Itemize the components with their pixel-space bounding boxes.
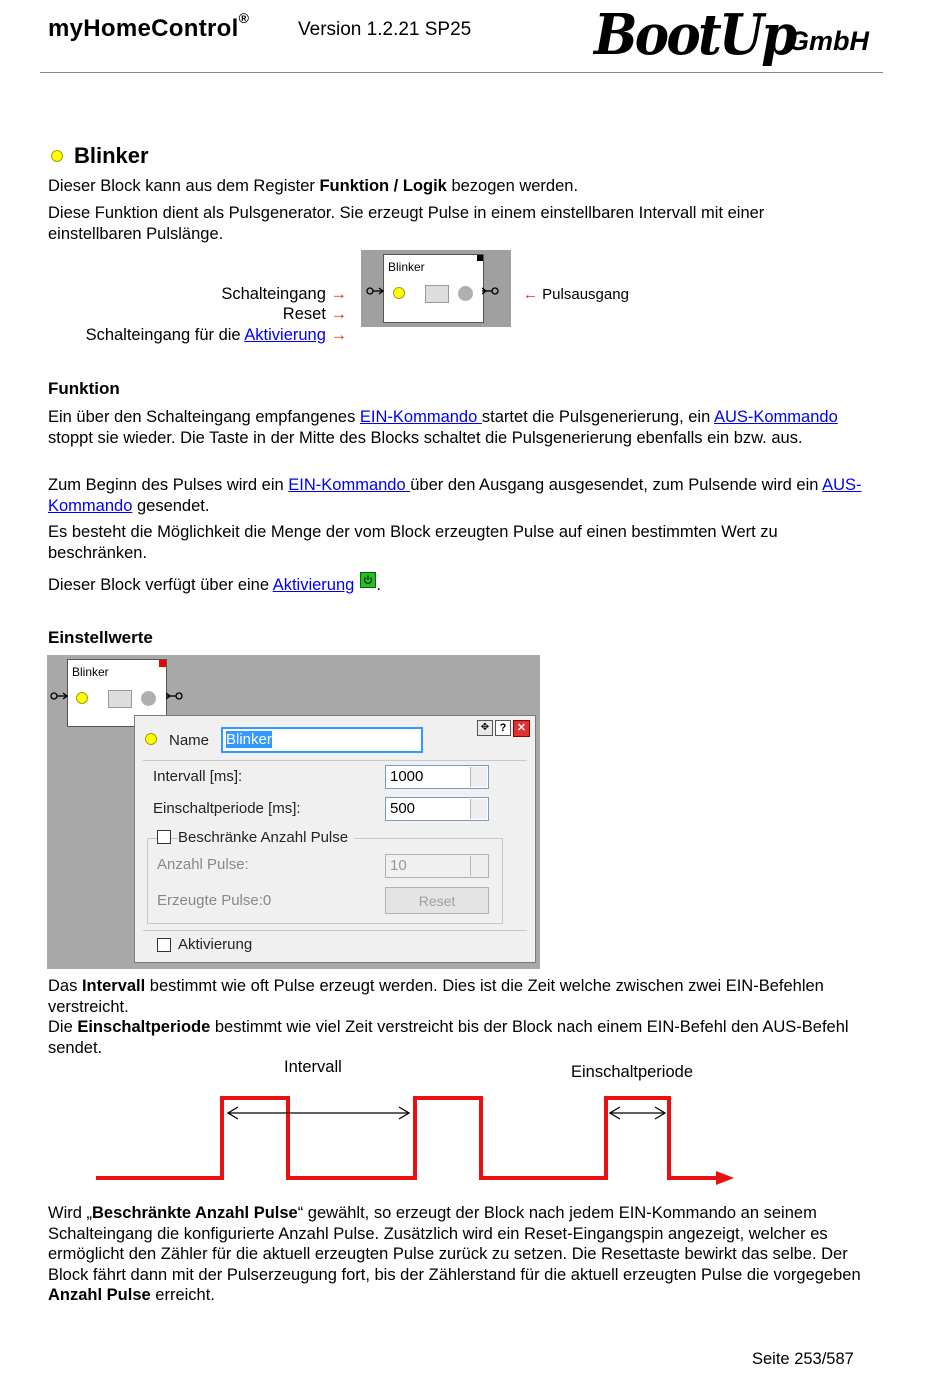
input-label-reset: Reset → — [282, 305, 347, 323]
einschaltperiode-label: Einschaltperiode [ms]: — [153, 800, 301, 817]
funktion-paragraph-3: Es besteht die Möglichkeit die Menge der vom Block erzeugten Pulse auf einen bestimmten Wert zu beschränken. — [48, 523, 778, 562]
anzahl-pulse-label: Anzahl Pulse: — [157, 856, 249, 873]
settings-dialog — [134, 715, 536, 963]
einschaltperiode-dimension — [610, 1107, 665, 1119]
settings-output-led-icon — [141, 691, 156, 706]
explain-intervall: Das Intervall bestimmt wie oft Pulse erzeugt werden. Dies ist die Zeit welche zwischen zwei EIN-Befehlen verstreicht. — [48, 977, 824, 1016]
page-title-text: Blinker — [74, 143, 149, 168]
funktion-paragraph-1: Ein über den Schalteingang empfangenes EIN-Kommando startet die Pulsgenerierung, ein AUS-Kommando stoppt sie wieder. Die Taste in der Mitte des Blocks schaltet die Pulsgenerierung ebenfalls ein bzw. aus. — [48, 408, 838, 447]
header-divider — [40, 72, 883, 73]
toggle-button[interactable] — [425, 285, 449, 303]
pulse-label-intervall: Intervall — [284, 1058, 342, 1076]
company-logo — [594, 4, 884, 66]
funktion-paragraph-4: Dieser Block verfügt über eine Aktivierung . — [48, 572, 381, 596]
explain-einschaltperiode: Die Einschaltperiode bestimmt wie viel Zeit verstreicht bis der Block nach einem EIN-Befehl den AUS-Befehl sendet. — [48, 1018, 849, 1057]
registered-mark: ® — [238, 10, 250, 26]
settings-input-pin-icon — [50, 691, 68, 701]
blinker-bulb-icon — [48, 147, 66, 165]
input-label-aktivierung: Schalteingang für die Aktivierung → — [85, 326, 347, 344]
aktivierung-checkbox[interactable] — [157, 938, 171, 952]
block-bulb-icon — [390, 284, 408, 302]
logo-suffix: GmbH — [788, 26, 869, 56]
intro-paragraph-2: Diese Funktion dient als Pulsgenerator. Sie erzeugt Pulse in einem einstellbaren Intervall mit einer einstellbaren Pulslänge. — [48, 204, 765, 243]
beschraenke-checkbox[interactable] — [157, 830, 171, 844]
page-title — [48, 143, 149, 169]
aktivierung-link[interactable]: Aktivierung — [244, 326, 326, 344]
einschaltperiode-spinner[interactable]: 500 — [385, 797, 489, 821]
close-button[interactable]: ✕ — [513, 720, 530, 737]
intervall-label: Intervall [ms]: — [153, 768, 243, 785]
pulse-timing-diagram — [0, 1085, 950, 1195]
input-pin-icon — [366, 286, 384, 296]
beschraenkte-pulse-paragraph: Wird „Beschränkte Anzahl Pulse“ gewählt, so erzeugt der Block nach jedem EIN-Kommando an seinem Schalteingang die konfigurierte Anzahl Pulse. Zusätzlich wird ein Reset-Eingangspin angezeigt, welcher es ermöglicht den Zähler für die aktuell erzeugten Pulse zurück zu setzen. Die Resettaste bewirkt das selbe. Der Block fährt dann mit der Pulserzeugung fort, bis der Zählerstand für die aktuell erzeugten Pulse die vorgegeben Anzahl Pulse erreicht. — [48, 1204, 861, 1304]
version-label: Version 1.2.21 SP25 — [298, 19, 472, 40]
settings-output-pin-icon — [166, 691, 184, 701]
aktivierung-link-2[interactable]: Aktivierung — [272, 576, 355, 594]
block-title: Blinker — [388, 260, 425, 274]
time-arrow-head — [716, 1171, 734, 1185]
output-pin-icon — [482, 286, 500, 296]
name-label: Name — [169, 732, 210, 749]
pulse-waveform — [96, 1098, 718, 1178]
pulse-label-einschaltperiode: Einschaltperiode — [571, 1063, 693, 1081]
dialog-bulb-icon — [142, 730, 160, 748]
output-label-pulsausgang: ← Pulsausgang — [523, 286, 629, 303]
page-number: Seite 253/587 — [752, 1350, 854, 1368]
name-input[interactable]: Blinker — [221, 727, 423, 753]
beschraenke-label: Beschränke Anzahl Pulse — [178, 829, 354, 846]
logo-wordmark: BootUp — [594, 2, 795, 68]
reset-button[interactable]: Reset — [385, 887, 489, 914]
intro-paragraph-1: Dieser Block kann aus dem Register Funktion / Logik bezogen werden. — [48, 177, 579, 195]
settings-block-bulb-icon — [73, 689, 91, 707]
settings-screenshot — [47, 655, 540, 969]
aus-kommando-link[interactable]: AUS-Kommando — [713, 408, 838, 426]
erzeugte-pulse-label: Erzeugte Pulse:0 — [157, 892, 272, 909]
settings-toggle-button[interactable] — [108, 690, 132, 708]
block-body — [383, 254, 484, 323]
app-name: myHomeControl® — [48, 10, 250, 42]
aus-kommando-link-2[interactable]: AUS-Kommando — [48, 476, 862, 515]
section-heading-funktion: Funktion — [48, 379, 120, 398]
aktivierung-label: Aktivierung — [178, 936, 253, 953]
funktion-paragraph-2: Zum Beginn des Pulses wird ein EIN-Kommando über den Ausgang ausgesendet, zum Pulsende wird ein AUS-Kommando gesendet. — [48, 476, 862, 515]
move-icon[interactable]: ✥ — [477, 720, 493, 736]
anzahl-pulse-spinner[interactable]: 10 — [385, 854, 489, 878]
section-heading-einstellwerte: Einstellwerte — [48, 628, 153, 647]
help-button[interactable]: ? — [495, 720, 511, 736]
ein-kommando-link-2[interactable]: EIN-Kommando — [288, 476, 411, 494]
input-label-schalteingang: Schalteingang → — [221, 285, 347, 303]
output-led-icon — [458, 286, 473, 301]
settings-block-title: Blinker — [72, 665, 109, 679]
intervall-spinner[interactable]: 1000 — [385, 765, 489, 789]
ein-kommando-link[interactable]: EIN-Kommando — [359, 408, 482, 426]
blinker-block-preview — [361, 250, 511, 327]
aktivierung-power-icon — [360, 572, 376, 588]
intervall-dimension — [228, 1107, 409, 1119]
